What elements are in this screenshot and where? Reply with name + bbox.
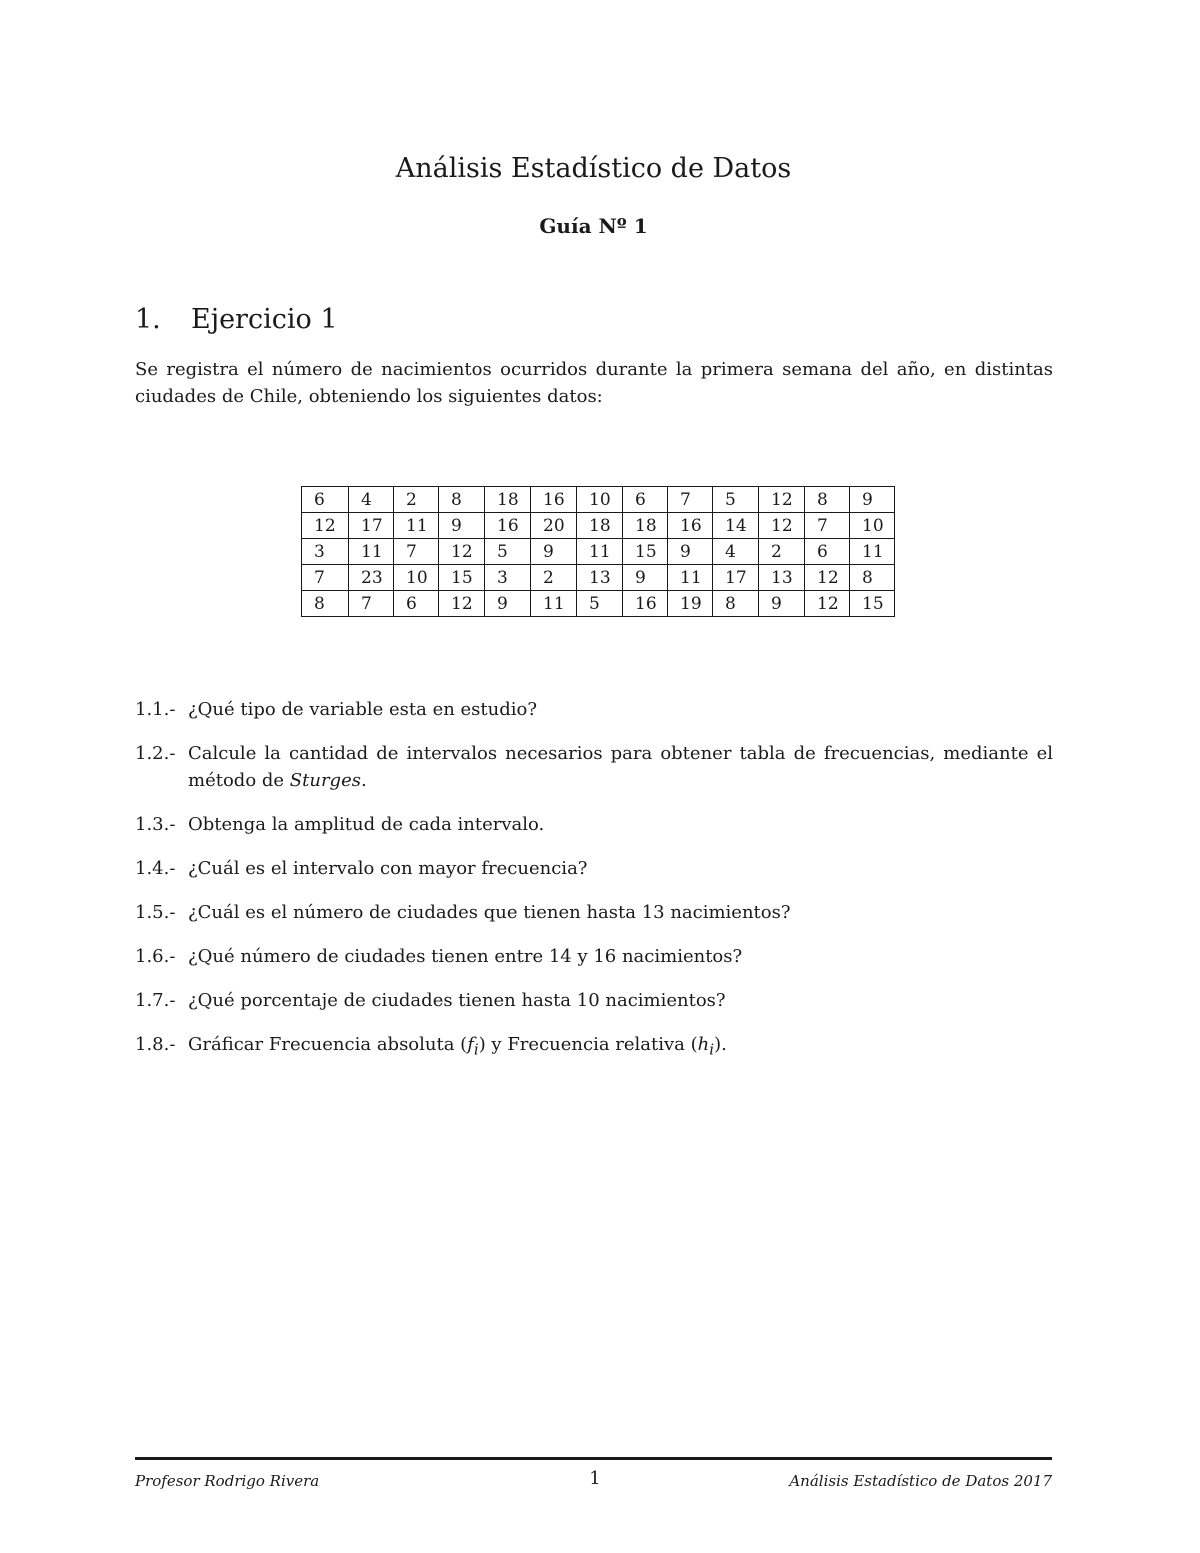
page-number: 1	[589, 1468, 601, 1489]
question-item	[135, 811, 1053, 838]
question-item	[135, 1031, 1053, 1064]
table-cell: 16	[531, 487, 577, 513]
table-cell: 8	[805, 487, 850, 513]
table-cell: 5	[713, 487, 759, 513]
table-cell: 18	[485, 487, 531, 513]
guide-subtitle: Guía Nº 1	[539, 214, 648, 238]
table-cell: 14	[713, 513, 759, 539]
table-cell: 8	[850, 565, 895, 591]
table-cell: 9	[623, 565, 668, 591]
table-cell: 13	[577, 565, 623, 591]
table-cell: 16	[623, 591, 668, 617]
footer-author: Profesor Rodrigo Rivera	[135, 1472, 320, 1490]
table-cell: 9	[531, 539, 577, 565]
table-cell: 13	[759, 565, 805, 591]
table-cell: 3	[302, 539, 349, 565]
table-cell: 16	[668, 513, 713, 539]
table-cell: 6	[302, 487, 349, 513]
table-cell: 15	[850, 591, 895, 617]
table-cell: 15	[439, 565, 485, 591]
math-subscript-i: i	[709, 1040, 715, 1059]
table-cell: 16	[485, 513, 531, 539]
table-row	[302, 591, 895, 617]
table-cell: 12	[302, 513, 349, 539]
table-cell: 10	[850, 513, 895, 539]
question-item	[135, 943, 1053, 970]
table-cell: 2	[759, 539, 805, 565]
question-number: 1.6.-	[135, 946, 176, 967]
question-text: ¿Qué número de ciudades tienen entre 14 y 16 nacimientos?	[188, 946, 743, 967]
table-cell: 12	[439, 591, 485, 617]
question-text	[188, 740, 1053, 794]
page-footer	[135, 1468, 1052, 1496]
section-number: 1.	[135, 304, 161, 335]
question-number: 1.5.-	[135, 902, 176, 923]
table-cell: 6	[805, 539, 850, 565]
table-cell: 8	[439, 487, 485, 513]
question-text: Obtenga la amplitud de cada intervalo.	[188, 814, 545, 835]
table-cell: 4	[713, 539, 759, 565]
table-row	[302, 539, 895, 565]
table-cell: 9	[850, 487, 895, 513]
question-text-c: ).	[714, 1034, 727, 1055]
table-row	[302, 513, 895, 539]
math-f: f	[467, 1034, 474, 1055]
question-text: ¿Cuál es el intervalo con mayor frecuencia?	[188, 858, 588, 879]
table-cell: 18	[577, 513, 623, 539]
table-cell: 2	[531, 565, 577, 591]
table-cell: 3	[485, 565, 531, 591]
table-cell: 20	[531, 513, 577, 539]
question-item	[135, 696, 1053, 723]
question-text: ¿Qué porcentaje de ciudades tienen hasta 10 nacimientos?	[188, 990, 726, 1011]
question-number: 1.8.-	[135, 1034, 176, 1055]
table-cell: 6	[623, 487, 668, 513]
section-title: Ejercicio 1	[191, 304, 338, 335]
question-text-main: Calcule la cantidad de intervalos necesarios para obtener tabla de frecuencias, mediante el método de	[188, 743, 1053, 791]
table-cell: 15	[623, 539, 668, 565]
births-data-table	[301, 486, 895, 617]
table-cell: 12	[439, 539, 485, 565]
sturges-term: Sturges	[289, 770, 361, 791]
table-cell: 18	[623, 513, 668, 539]
table-cell: 10	[394, 565, 439, 591]
table-cell: 12	[759, 513, 805, 539]
footer-course: Análisis Estadístico de Datos 2017	[789, 1472, 1052, 1490]
table-cell: 12	[805, 565, 850, 591]
table-cell: 11	[577, 539, 623, 565]
table-cell: 12	[805, 591, 850, 617]
question-number: 1.7.-	[135, 990, 176, 1011]
table-cell: 7	[805, 513, 850, 539]
table-cell: 9	[759, 591, 805, 617]
table-cell: 7	[302, 565, 349, 591]
table-cell: 19	[668, 591, 713, 617]
question-text-b: ) y Frecuencia relativa (	[478, 1034, 698, 1055]
question-text: ¿Qué tipo de variable esta en estudio?	[188, 699, 538, 720]
table-cell: 2	[394, 487, 439, 513]
section-heading	[135, 301, 338, 339]
table-cell: 4	[349, 487, 394, 513]
table-cell: 11	[531, 591, 577, 617]
question-item	[135, 899, 1053, 926]
question-number: 1.2.-	[135, 743, 176, 764]
table-cell: 6	[394, 591, 439, 617]
table-cell: 9	[668, 539, 713, 565]
table-cell: 5	[577, 591, 623, 617]
question-item	[135, 740, 1053, 794]
question-text-end: .	[360, 770, 367, 791]
table-row	[302, 487, 895, 513]
question-number: 1.3.-	[135, 814, 176, 835]
question-text	[188, 1031, 1053, 1064]
question-text-a: Gráficar Frecuencia absoluta (	[188, 1034, 468, 1055]
table-cell: 17	[713, 565, 759, 591]
table-cell: 9	[485, 591, 531, 617]
question-number: 1.1.-	[135, 699, 176, 720]
table-cell: 7	[668, 487, 713, 513]
questions-list	[135, 696, 1053, 1081]
question-text: ¿Cuál es el número de ciudades que tienen hasta 13 nacimientos?	[188, 902, 791, 923]
table-cell: 7	[394, 539, 439, 565]
question-item	[135, 855, 1053, 882]
table-cell: 8	[713, 591, 759, 617]
table-cell: 11	[349, 539, 394, 565]
page-title: Análisis Estadístico de Datos	[395, 153, 792, 184]
table-cell: 10	[577, 487, 623, 513]
math-h: h	[697, 1034, 710, 1055]
table-cell: 5	[485, 539, 531, 565]
question-item	[135, 987, 1053, 1014]
table-cell: 12	[759, 487, 805, 513]
table-cell: 7	[349, 591, 394, 617]
math-subscript-i: i	[473, 1040, 479, 1059]
table-cell: 11	[668, 565, 713, 591]
question-number: 1.4.-	[135, 858, 176, 879]
table-cell: 23	[349, 565, 394, 591]
footer-rule	[135, 1457, 1052, 1460]
table-cell: 11	[394, 513, 439, 539]
table-cell: 11	[850, 539, 895, 565]
table-cell: 17	[349, 513, 394, 539]
table-cell: 8	[302, 591, 349, 617]
intro-paragraph: Se registra el número de nacimientos ocurridos durante la primera semana del año, en distintas ciudades de Chile, obteniendo los siguientes datos:	[135, 359, 1053, 407]
table-cell: 9	[439, 513, 485, 539]
table-row	[302, 565, 895, 591]
